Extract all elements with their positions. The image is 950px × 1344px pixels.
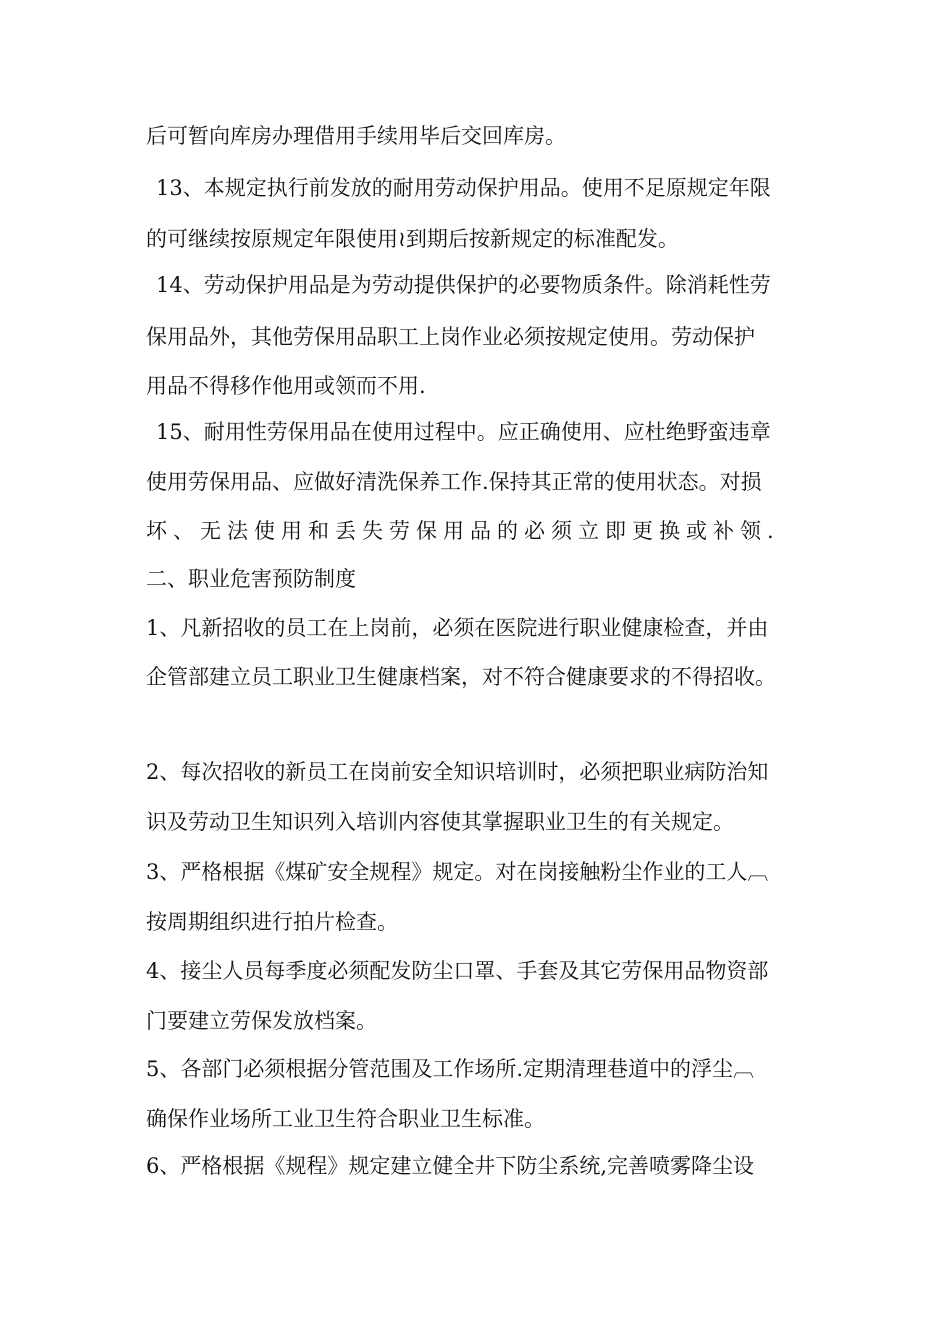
text-line: 保用品外，其他劳保用品职工上岗作业必须按规定使用。劳动保护 xyxy=(146,325,755,349)
text-line: 用品不得移作他用或领而不用. xyxy=(146,374,426,398)
section-heading: 二、职业危害预防制度 xyxy=(146,567,356,591)
text-line: 1、凡新招收的员工在上岗前，必须在医院进行职业健康检查，并由 xyxy=(146,616,769,640)
text-line: 坏、无法使用和丢失劳保用品的必须立即更换或补领. xyxy=(146,519,780,543)
text-line: 2、每次招收的新员工在岗前安全知识培训时，必须把职业病防治知 xyxy=(146,760,769,784)
text-line: 后可暂向库房办理借用手续用毕后交回库房。 xyxy=(146,124,566,148)
text-line: 14、劳动保护用品是为劳动提供保护的必要物质条件。除消耗性劳 xyxy=(156,273,771,297)
text-line: 确保作业场所工业卫生符合职业卫生标准。 xyxy=(146,1107,545,1131)
text-line: 3、严格根据《煤矿安全规程》规定。对在岗接触粉尘作业的工人︹ xyxy=(146,860,769,884)
text-line: 门要建立劳保发放档案。 xyxy=(146,1009,377,1033)
text-line: 15、耐用性劳保用品在使用过程中。应正确使用、应杜绝野蛮违章 xyxy=(156,420,771,444)
text-line: 5、各部门必须根据分管范围及工作场所.定期清理巷道中的浮尘︹ xyxy=(146,1057,755,1081)
text-line: 6、严格根据《规程》规定建立健全井下防尘系统,完善喷雾降尘设 xyxy=(146,1154,755,1178)
text-line: 13、本规定执行前发放的耐用劳动保护用品。使用不足原规定年限 xyxy=(156,176,771,200)
text-line: 使用劳保用品、应做好清洗保养工作.保持其正常的使用状态。对损 xyxy=(146,470,762,494)
text-line: 4、接尘人员每季度必须配发防尘口罩、手套及其它劳保用品物资部 xyxy=(146,959,769,983)
text-line: 按周期组织进行拍片检查。 xyxy=(146,910,398,934)
text-line: 企管部建立员工职业卫生健康档案，对不符合健康要求的不得招收。 xyxy=(146,665,776,689)
text-line: 识及劳动卫生知识列入培训内容使其掌握职业卫生的有关规定。 xyxy=(146,810,734,834)
text-line: 的可继续按原规定年限使用≀到期后按新规定的标准配发。 xyxy=(146,227,679,251)
